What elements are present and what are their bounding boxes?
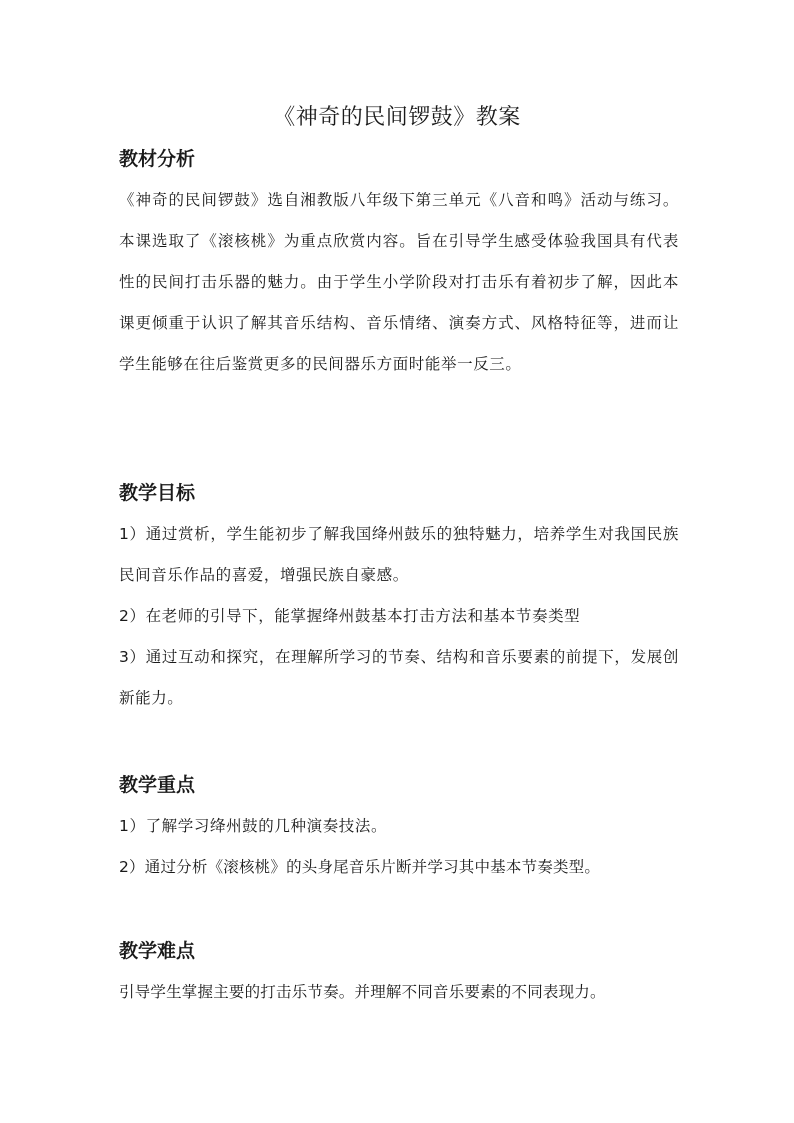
section-heading-analysis: 教材分析 xyxy=(119,148,196,170)
objective-item-1 xyxy=(119,514,679,596)
document-title: 《神奇的民间锣鼓》教案 xyxy=(273,105,521,130)
key-point-item-1 xyxy=(119,806,679,847)
objective-number: 2） xyxy=(119,607,146,625)
objective-text: 通过互动和探究，在理解所学习的节奏、结构和音乐要素的前提下，发展创新能力。 xyxy=(119,648,679,707)
section-key-points xyxy=(119,770,679,888)
key-point-text: 了解学习绛州鼓的几种演奏技法。 xyxy=(145,817,388,835)
key-point-item-2 xyxy=(119,847,679,888)
analysis-paragraph: 《神奇的民间锣鼓》选自湘教版八年级下第三单元《八音和鸣》活动与练习。本课选取了《滚核桃》为重点欣赏内容。旨在引导学生感受体验我国具有代表性的民间打击乐器的魅力。由于学生小学阶段对打击乐有着初步了解，因此本课更倾重于认识了解其音乐结构、音乐情绪、演奏方式、风格特征等，进而让学生能够在往后鉴赏更多的民间器乐方面时能举一反三。 xyxy=(119,191,679,373)
section-difficulties xyxy=(119,936,679,1013)
objective-number: 1） xyxy=(119,525,146,543)
section-teaching-objectives xyxy=(119,478,679,719)
objective-item-3 xyxy=(119,637,679,719)
section-heading-objectives: 教学目标 xyxy=(119,482,196,504)
objective-item-2 xyxy=(119,596,679,637)
objective-number: 3） xyxy=(119,648,146,666)
key-points-list xyxy=(119,806,679,888)
difficulties-paragraph: 引导学生掌握主要的打击乐节奏。并理解不同音乐要素的不同表现力。 xyxy=(119,983,606,1001)
objective-text: 通过赏析，学生能初步了解我国绛州鼓乐的独特魅力，培养学生对我国民族民间音乐作品的喜爱，增强民族自豪感。 xyxy=(119,525,679,584)
key-point-number: 1） xyxy=(119,817,146,835)
section-heading-key-points: 教学重点 xyxy=(119,774,196,796)
section-heading-difficulties: 教学难点 xyxy=(119,940,196,962)
objectives-list xyxy=(119,514,679,719)
key-point-text: 通过分析《滚核桃》的头身尾音乐片断并学习其中基本节奏类型。 xyxy=(144,858,601,876)
objective-text: 在老师的引导下，能掌握绛州鼓基本打击方法和基本节奏类型 xyxy=(145,607,581,625)
section-textbook-analysis xyxy=(119,144,679,385)
key-point-number: 2） xyxy=(119,858,145,876)
